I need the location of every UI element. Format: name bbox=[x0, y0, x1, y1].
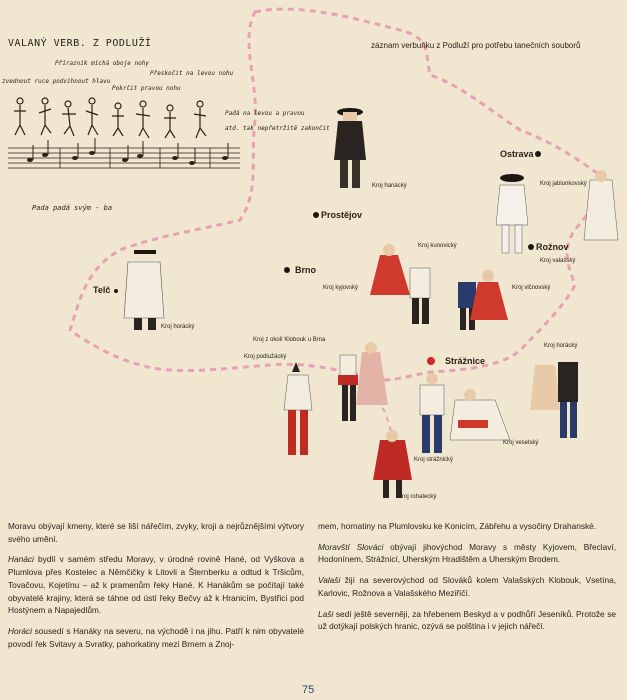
city-dot-prostejov bbox=[313, 212, 319, 218]
label-rohatecky: Kroj rohatecký bbox=[398, 494, 437, 500]
paragraph: Moravští Slováci obývají jihovýchod Moravy s městy Kyjovem, Břeclaví, Hodonínem, Strážnicí, Uherským Hradištěm a Uherským Brodem. bbox=[318, 541, 616, 565]
music-staff bbox=[8, 148, 240, 168]
paragraph: Valaši žijí na severovýchod od Slováků kolem Valašských Klobouk, Vsetína, Karlovic, Rožnova a Valašského Meziříčí. bbox=[318, 575, 616, 598]
paragraph: Horáci sousedí s Hanáky na severu, na východě i na jihu. Patří k nim obyvatelé povodí řek Svitavy a Svratky, pahorkatiny mezi Brnem a Znoj- bbox=[8, 625, 304, 649]
city-prostejov: Prostějov bbox=[321, 210, 363, 220]
text-column-left bbox=[8, 520, 304, 658]
city-ostrava: Ostrava bbox=[500, 149, 534, 159]
music-notes bbox=[27, 138, 228, 165]
paragraph: Hanáci bydlí v samém středu Moravy, v úrodné rovině Hané, od Vyškova a Plumlova přes Kostelec a Němčičky k Litovli a Šternberku a odtud k Tršicům, Tovačovu, Kojetínu – až k pramenům řeky Hané. K Hanákům se počítají také obyvatelé krajiny, která se táhne od ústí řeky Bečvy až k Hranicím, Bystřici pod Hostýnem a Napajedlům. bbox=[8, 554, 304, 616]
label-straznicky: Kroj strážnický bbox=[414, 457, 454, 463]
notation-lyrics: Pada padá svým - ba bbox=[32, 204, 113, 212]
costume-rohatecky-figure bbox=[373, 430, 412, 498]
costume-podluzacky-figure bbox=[284, 362, 312, 455]
costume-horacky-east-figures bbox=[530, 362, 578, 438]
label-valassky: Kroj valašský bbox=[540, 258, 576, 264]
city-dot-ostrava bbox=[535, 151, 541, 157]
label-horacky-telc: Kroj horácký bbox=[161, 324, 195, 330]
notation-note-left-2: Přírazník míchá oboje nohy bbox=[55, 60, 149, 67]
city-dot-brno bbox=[284, 267, 290, 273]
costume-straznicky-figure bbox=[420, 373, 444, 453]
city-straznice: Strážnice bbox=[445, 356, 486, 366]
paragraph: mem, hornatiny na Plumlovsku ke Konicím, Zábřehu a vysočiny Drahanské. bbox=[318, 521, 597, 531]
label-podluzacky: Kroj podlužácký bbox=[244, 354, 287, 360]
term: Laši bbox=[318, 608, 334, 619]
notation-note-left: zvednout ruce podvihnout hlavu bbox=[2, 78, 111, 85]
city-telc: Telč bbox=[93, 285, 111, 295]
label-veselsky: Kroj veselský bbox=[503, 440, 539, 446]
label-hanacky: Kroj hanácký bbox=[372, 183, 407, 189]
page-number: 75 bbox=[302, 684, 315, 696]
costume-horacky-telc-figure bbox=[124, 250, 164, 330]
notation-note-mid-2: Přeskočit na levou nohu bbox=[150, 70, 234, 77]
dance-figures bbox=[14, 98, 206, 138]
label-vlcnovsky: Kroj vlčnovský bbox=[512, 285, 551, 291]
term: Valaši bbox=[318, 575, 341, 586]
city-brno: Brno bbox=[295, 265, 316, 275]
source-note: záznam verbuňku z Podluží pro potřebu tanečních souborů bbox=[371, 41, 581, 50]
term: Horáci bbox=[8, 625, 32, 636]
costume-kunovicky-figures bbox=[370, 244, 430, 324]
label-klobouky: Kroj z okolí Klobouk u Brna bbox=[253, 337, 326, 343]
notation-note-right: Padá na levou a pravou bbox=[225, 110, 305, 117]
city-dot-straznice bbox=[427, 357, 435, 365]
costume-veselsky-figure bbox=[450, 389, 510, 440]
paragraph: Laši sedí ještě severněji, za hřebenem Beskyd a v podhůří Jeseníků. Protože se už dotýkají polských hranic, ozývá se polština i v jejich nářečí. bbox=[318, 608, 616, 632]
term: Moravští Slováci bbox=[318, 541, 384, 552]
label-kyjovsky: Kroj kyjovský bbox=[323, 285, 359, 291]
paragraph: Moravu obývají kmeny, které se liší nářečím, zvyky, kroji a nejrůznějšími výtvory svého umění. bbox=[8, 521, 304, 544]
notation-note-right-2: atd. tak nepřetržitě zakončit bbox=[225, 125, 330, 132]
notation-note-mid: Pokrčit pravou nohu bbox=[112, 85, 181, 92]
text-column-right bbox=[318, 520, 616, 641]
city-dot-telc bbox=[114, 289, 118, 293]
costume-vlcnovsky-figures bbox=[458, 270, 508, 330]
costume-klobouky-figures bbox=[338, 342, 388, 421]
label-jablunkovsky: Kroj jablunkovský bbox=[540, 181, 587, 187]
label-kunovicky: Kroj kunovický bbox=[418, 243, 457, 249]
costume-hanacky-figure bbox=[334, 108, 366, 188]
notation-title: VALANÝ VERB. Z PODLUŽÍ bbox=[8, 38, 152, 49]
label-horacky-east: Kroj horácký bbox=[544, 343, 578, 349]
city-dot-roznov bbox=[528, 244, 534, 250]
city-roznov: Rožnov bbox=[536, 242, 569, 252]
term: Hanáci bbox=[8, 554, 34, 565]
